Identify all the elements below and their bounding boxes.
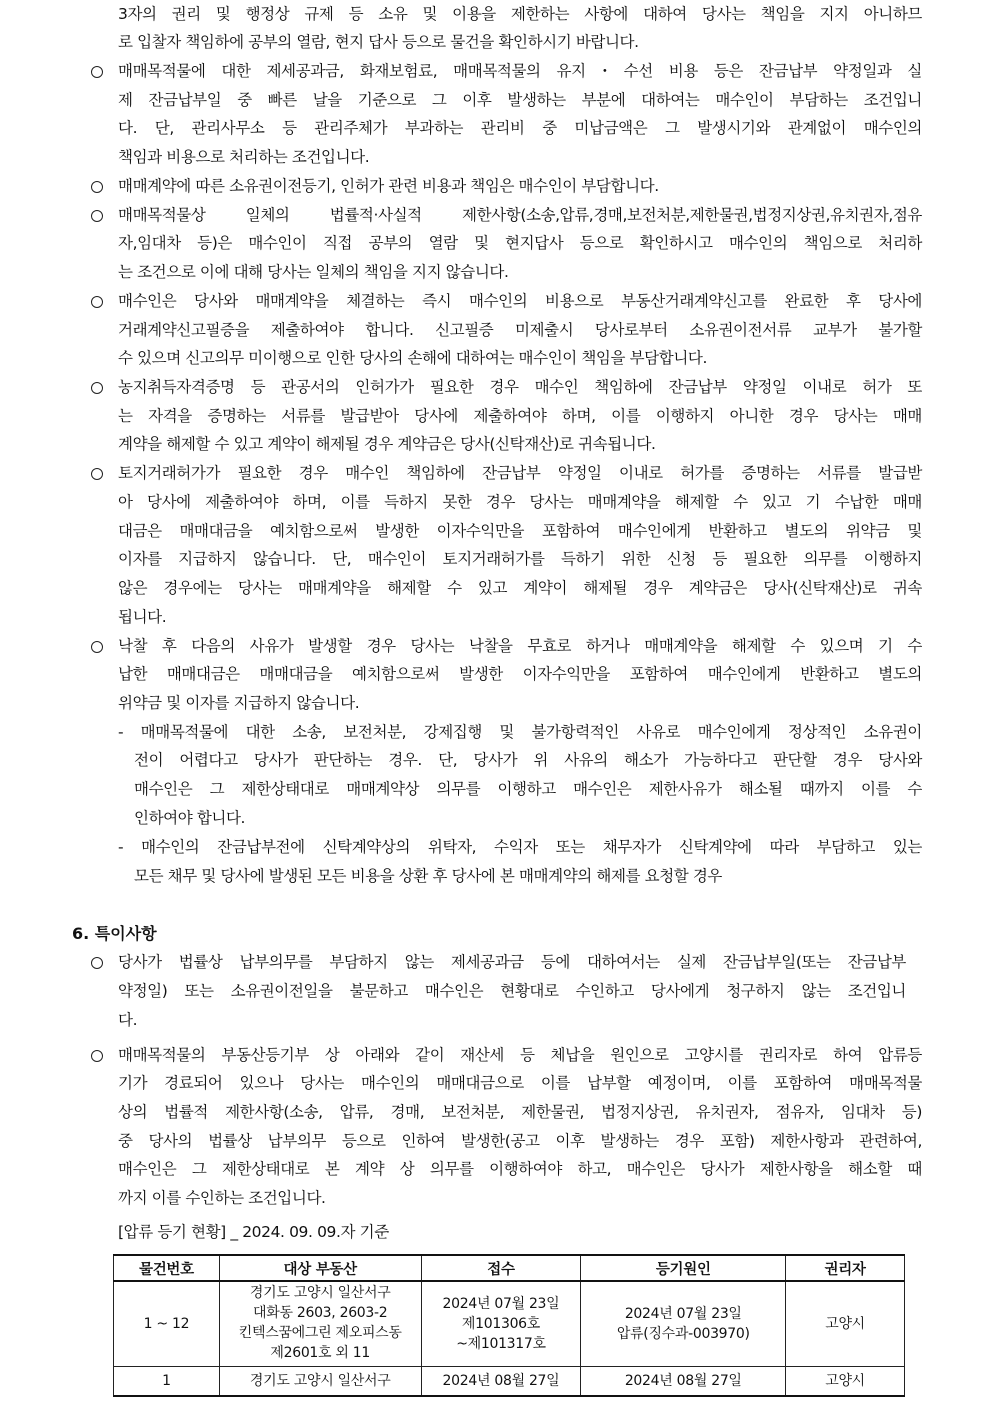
header-registration-cause: 등기원인 <box>581 1255 786 1281</box>
cell-receipt <box>421 1281 581 1367</box>
text-line: 위약금 및 이자를 지급하지 않습니다. <box>118 694 360 712</box>
text-line: 됩니다. <box>118 608 167 626</box>
cell-line: 제101306호 <box>461 1316 541 1332</box>
text-line: 토지거래허가가 필요한 경우 매수인 책임하에 잔금납부 약정일 이내로 허가를 증명하는 서류를 발급받 <box>118 464 922 482</box>
dash-item-line: 전이 어렵다고 당사가 판단하는 경우. 단, 당사가 위 사유의 해소가 가능하다고 판단할 경우 당사와 <box>134 751 922 769</box>
cell-line: 압류(징수과-003970) <box>616 1326 750 1342</box>
text-line: 매수인은 그 제한상태대로 본 계약 상 의무를 이행하여야 하고, 매수인은 당사가 제한사항을 해소할 때 <box>118 1160 922 1178</box>
circle-bullet-icon <box>91 641 103 653</box>
text-line: 다. <box>118 1011 138 1029</box>
header-receipt: 접수 <box>421 1255 581 1281</box>
text-line: 매매목적물의 부동산등기부 상 아래와 같이 재산세 등 체납을 원인으로 고양시를 권리자로 하여 압류등 <box>118 1046 922 1064</box>
cell-registration-cause: 2024년 08월 27일 <box>581 1367 786 1397</box>
cell-right-holder: 고양시 <box>786 1281 905 1367</box>
dash-item-line: - 매매목적물에 대한 소송, 보전처분, 강제집행 및 불가항력적인 사유로 매수인에게 정상적인 소유권이 <box>118 723 922 741</box>
table-caption: [압류 등기 현황] _ 2024. 09. 09.자 기준 <box>118 1223 389 1241</box>
section-heading: 6. 특이사항 <box>72 924 157 943</box>
text-line: 매매목적물에 대한 제세공과금, 화재보험료, 매매목적물의 유지・수선 비용 등은 잔금납부 약정일과 실 <box>118 62 922 80</box>
cell-line: ~제101317호 <box>456 1336 546 1352</box>
text-line: 계약을 해제할 수 있고 계약이 해제될 경우 계약금은 당사(신탁재산)로 귀속됩니다. <box>118 435 656 453</box>
text-line: 매매계약에 따른 소유권이전등기, 인허가 관련 비용과 책임은 매수인이 부담합니다. <box>118 177 659 195</box>
cell-registration-cause <box>581 1281 786 1367</box>
text-line: 약정일) 또는 소유권이전일을 불문하고 매수인은 현황대로 수인하고 당사에게 청구하지 않는 조건입니 <box>118 982 906 1000</box>
circle-bullet-icon <box>91 957 103 969</box>
header-item-number: 물건번호 <box>114 1255 220 1281</box>
circle-bullet-icon <box>91 382 103 394</box>
cell-item-number: 1 ~ 12 <box>114 1281 220 1367</box>
header-right-holder: 권리자 <box>786 1255 905 1281</box>
text-line: 상의 법률적 제한사항(소송, 압류, 경매, 보전처분, 제한물권, 법정지상권, 유치권자, 점유자, 임대차 등) <box>118 1103 922 1121</box>
cell-receipt: 2024년 08월 27일 <box>421 1367 581 1397</box>
text-line: 납한 매매대금은 매매대금을 예치함으로써 발생한 이자수익만을 포함하여 매수인에게 반환하고 별도의 <box>118 665 922 683</box>
text-line: 수 있으며 신고의무 미이행으로 인한 당사의 손해에 대하여는 매수인이 책임을 부담합니다. <box>118 349 708 367</box>
cell-target-property: 경기도 고양시 일산서구 <box>219 1367 421 1397</box>
circle-bullet-icon <box>91 66 103 78</box>
dash-item-line: 모든 채무 및 당사에 발생된 모든 비용을 상환 후 당사에 본 매매계약의 해제를 요청할 경우 <box>134 867 723 885</box>
text-line: 로 입찰자 책임하에 공부의 열람, 현지 답사 등으로 물건을 확인하시기 바랍니다. <box>118 33 639 51</box>
text-line: 당사가 법률상 납부의무를 부담하지 않는 제세공과금 등에 대하여서는 실제 잔금납부일(또는 잔금납부 <box>118 953 906 971</box>
circle-bullet-icon <box>91 468 103 480</box>
text-line: 매매목적물상 일체의 법률적·사실적 제한사항(소송,압류,경매,보전처분,제한물권,법정지상권,유치권자,점유 <box>118 206 922 224</box>
cell-line: 제2601호 외 11 <box>270 1345 371 1361</box>
text-line: 는 조건으로 이에 대해 당사는 일체의 책임을 지지 않습니다. <box>118 263 509 281</box>
dash-item-line: 인하여야 합니다. <box>134 809 246 827</box>
text-line: 중 당사의 법률상 납부의무 등으로 인하여 발생한(공고 이후 발생하는 경우 포함) 제한사항과 관련하여, <box>118 1132 922 1150</box>
circle-bullet-icon <box>91 296 103 308</box>
text-line: 3자의 권리 및 행정상 규제 등 소유 및 이용을 제한하는 사항에 대하여 당사는 책임을 지지 아니하므 <box>118 5 922 23</box>
table-row <box>114 1367 905 1397</box>
dash-item-line: - 매수인의 잔금납부전에 신탁계약상의 위탁자, 수익자 또는 채무자가 신탁계약에 따라 부담하고 있는 <box>118 838 922 856</box>
cell-item-number: 1 <box>114 1367 220 1397</box>
circle-bullet-icon <box>91 181 103 193</box>
cell-line: 2024년 07월 23일 <box>624 1306 742 1322</box>
text-line: 까지 이를 수인하는 조건입니다. <box>118 1189 326 1207</box>
cell-line: 킨텍스꿈에그린 제오피스동 <box>238 1325 402 1341</box>
text-line: 제 잔금납부일 중 빠른 날을 기준으로 그 이후 발생하는 부분에 대하여는 매수인이 부담하는 조건입니 <box>118 91 922 109</box>
text-line: 매수인은 당사와 매매계약을 체결하는 즉시 매수인의 비용으로 부동산거래계약신고를 완료한 후 당사에 <box>118 292 922 310</box>
text-line: 않은 경우에는 당사는 매매계약을 해제할 수 있고 계약이 해제될 경우 계약금은 당사(신탁재산)로 귀속 <box>118 579 922 597</box>
text-line: 농지취득자격증명 등 관공서의 인허가가 필요한 경우 매수인 책임하에 잔금납부 약정일 이내로 허가 또 <box>118 378 922 396</box>
text-line: 거래계약신고필증을 제출하여야 합니다. 신고필증 미제출시 당사로부터 소유권이전서류 교부가 불가할 <box>118 321 922 339</box>
circle-bullet-icon <box>91 1050 103 1062</box>
table-header-row <box>114 1255 905 1281</box>
cell-target-property <box>219 1281 421 1367</box>
circle-bullet-icon <box>91 210 103 222</box>
text-line: 기가 경료되어 있으나 당사는 매수인의 매매대금으로 이를 납부할 예정이며, 이를 포함하여 매매목적물 <box>118 1074 922 1092</box>
text-line: 아 당사에 제출하여야 하며, 이를 득하지 못한 경우 당사는 매매계약을 해제할 수 있고 기 수납한 매매 <box>118 493 922 511</box>
header-target-property: 대상 부동산 <box>219 1255 421 1281</box>
text-line: 대금은 매매대금을 예치함으로써 발생한 이자수익만을 포함하여 매수인에게 반환하고 별도의 위약금 및 <box>118 522 922 540</box>
text-line: 책임과 비용으로 처리하는 조건입니다. <box>118 148 370 166</box>
cell-line: 대화동 2603, 2603-2 <box>253 1305 388 1321</box>
text-line: 이자를 지급하지 않습니다. 단, 매수인이 토지거래허가를 득하기 위한 신청 등 필요한 의무를 이행하지 <box>118 550 922 568</box>
cell-line: 2024년 07월 23일 <box>442 1296 560 1312</box>
text-line: 는 자격을 증명하는 서류를 발급받아 당사에 제출하여야 하며, 이를 이행하지 아니한 경우 당사는 매매 <box>118 407 922 425</box>
text-line: 자,임대차 등)은 매수인이 직접 공부의 열람 및 현지답사 등으로 확인하시고 매수인의 책임으로 처리하 <box>118 234 922 252</box>
cell-line: 경기도 고양시 일산서구 <box>249 1285 391 1301</box>
text-line: 낙찰 후 다음의 사유가 발생할 경우 당사는 낙찰을 무효로 하거나 매매계약을 해제할 수 있으며 기 수 <box>118 637 922 655</box>
text-line: 다. 단, 관리사무소 등 관리주체가 부과하는 관리비 중 미납금액은 그 발생시기와 관계없이 매수인의 <box>118 119 922 137</box>
table-row <box>114 1281 905 1367</box>
cell-right-holder: 고양시 <box>786 1367 905 1397</box>
dash-item-line: 매수인은 그 제한상태대로 매매계약상 의무를 이행하고 매수인은 제한사유가 해소될 때까지 이를 수 <box>134 780 922 798</box>
seizure-registration-table <box>113 1254 905 1397</box>
